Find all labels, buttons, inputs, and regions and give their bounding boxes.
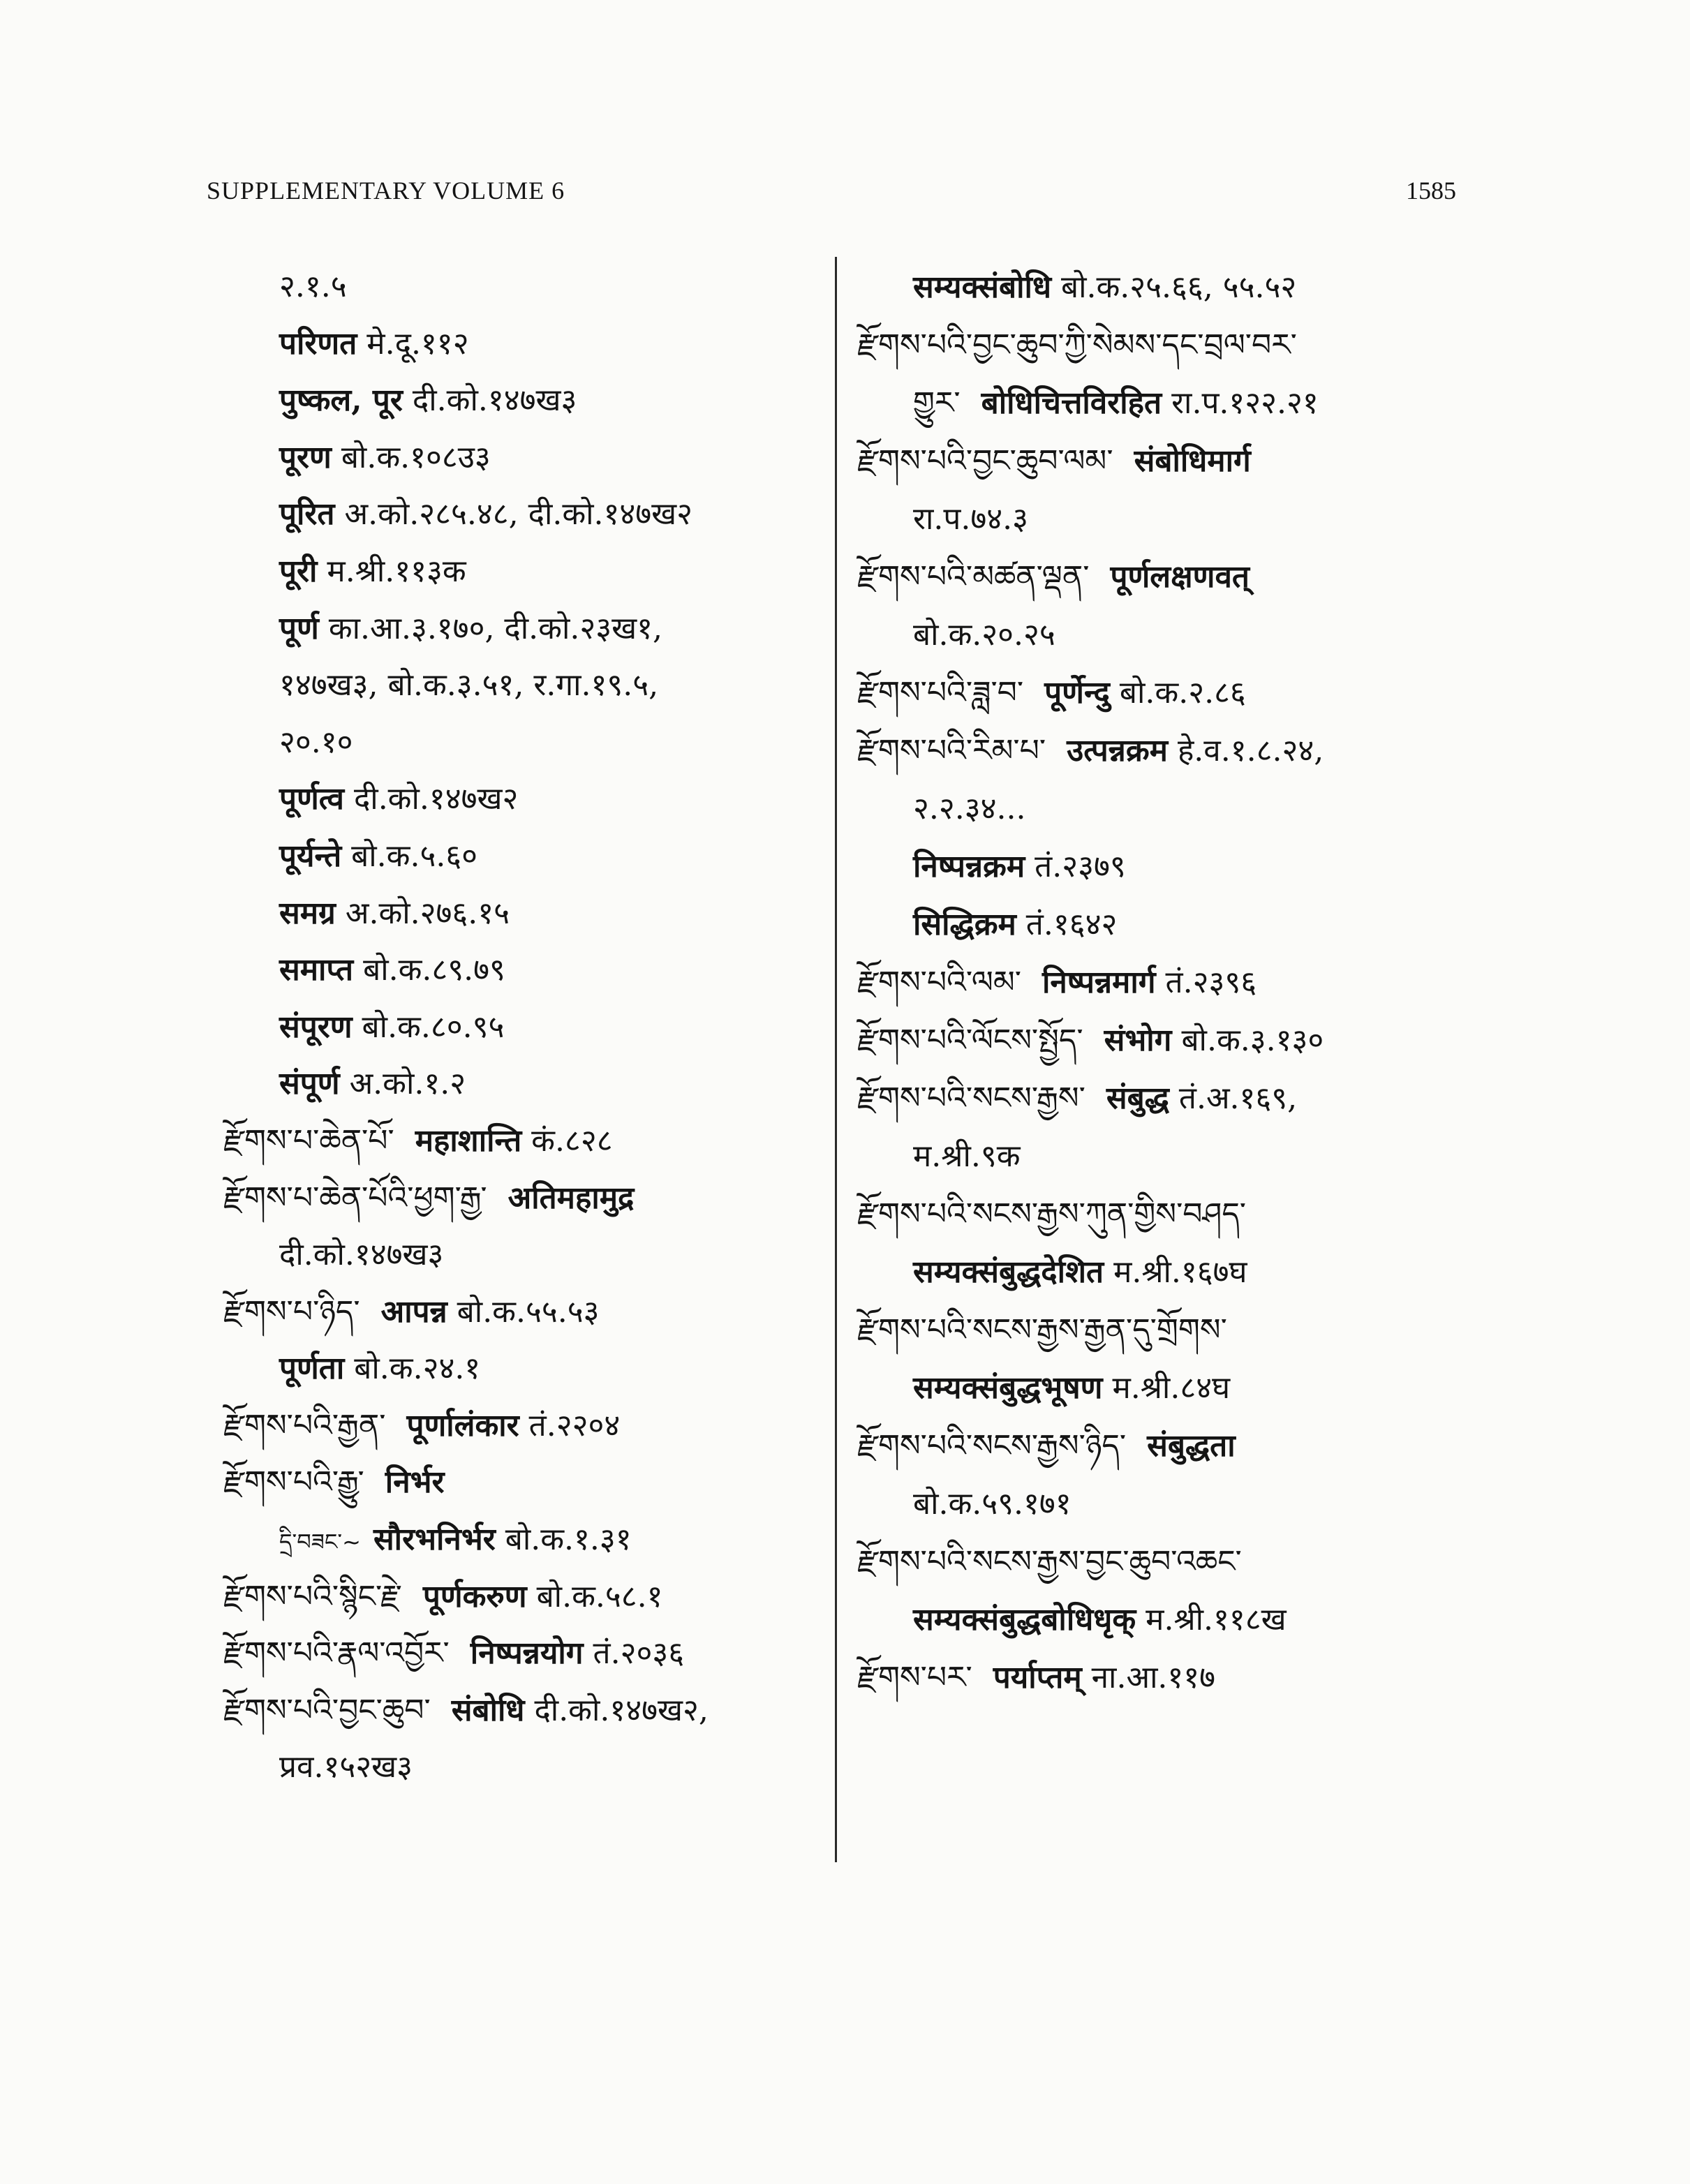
tibetan-term: རྫོགས་པར་ <box>857 1660 972 1695</box>
reference: मे.दू.११२ <box>366 325 469 362</box>
reference: म.श्री.११८ख <box>1146 1602 1287 1637</box>
tibetan-term: རྫོགས་པའི་སངས་རྒྱས་བྱང་ཆུབ་འཆང་ <box>857 1544 1242 1580</box>
reference: दी.को.१४७ख३ <box>412 382 577 419</box>
reference: बो.क.२४.१ <box>354 1351 481 1387</box>
reference: बो.क.३.१३० <box>1181 1023 1324 1058</box>
sanskrit-headword: सम्यक्संबुद्धभूषण <box>913 1370 1103 1406</box>
sanskrit-headword: पूरण <box>279 439 332 475</box>
entry-line <box>223 885 824 942</box>
sanskrit-headword: पुष्कल, पूर <box>279 382 403 419</box>
tibetan-term: རྫོགས་པའི་སངས་རྒྱས་རྒྱན་དུ་གྲོགས་ <box>857 1312 1227 1348</box>
sanskrit-headword: सौरभनिर्भर <box>373 1522 496 1558</box>
entry-line <box>857 1301 1485 1359</box>
sanskrit-headword: संबुद्ध <box>1106 1080 1169 1116</box>
entry-line <box>857 953 1485 1011</box>
reference: बो.क.२५.६६, ५५.५२ <box>1061 269 1297 305</box>
tibetan-term: རྫོགས་པའི་བྱང་ཆུབ་ཀྱི་སེམས་དང་བྲལ་བར་ <box>857 327 1297 363</box>
reference: प्रव.१५२ख३ <box>279 1749 413 1785</box>
sanskrit-headword: बोधिचित्तविरहित <box>981 385 1162 421</box>
entry-line <box>857 1649 1485 1707</box>
entry-line <box>223 1397 824 1455</box>
reference: बो.क.५.६० <box>351 838 478 874</box>
right-column <box>857 258 1485 1707</box>
sanskrit-headword: पूर्णता <box>279 1351 345 1387</box>
entry-line <box>223 372 824 429</box>
entry-line <box>223 258 824 315</box>
reference: ना.आ.११७ <box>1091 1660 1216 1695</box>
entry-line <box>857 838 1485 896</box>
sanskrit-headword: पूर्यन्ते <box>279 838 342 874</box>
tibetan-term: རྫོགས་པའི་སངས་རྒྱས་ <box>857 1080 1085 1116</box>
sanskrit-headword: पूर्णलक्षणवत् <box>1110 559 1250 595</box>
reference: बो.क.२०.२५ <box>913 617 1055 653</box>
tibetan-term: རྫོགས་པའི་མཚན་ལྡན་ <box>857 559 1090 595</box>
reference: १४७ख३, बो.क.३.५१, र.गा.१९.५, <box>279 667 659 704</box>
reference: तं.१६४२ <box>1025 907 1118 942</box>
tibetan-term: གྱུར་ <box>913 385 961 421</box>
tibetan-term: རྫོགས་པའི་ལོངས་སྤྱོད་ <box>857 1023 1083 1058</box>
entry-line <box>223 1739 824 1796</box>
entry-line <box>857 1011 1485 1069</box>
reference: बो.क.१.३१ <box>505 1522 632 1558</box>
page-header <box>207 176 1456 218</box>
entry-line <box>857 722 1485 780</box>
sanskrit-headword: निष्पन्नयोग <box>470 1635 584 1672</box>
entry-line <box>223 1682 824 1739</box>
tibetan-prefix: དྲི་བཟང་~ <box>279 1529 361 1556</box>
tibetan-term: རྫོགས་པའི་ཟླ་བ་ <box>857 675 1024 711</box>
tibetan-term: རྫོགས་པ་ཆེན་པོ་ <box>223 1122 394 1159</box>
entry-line <box>857 1417 1485 1475</box>
sanskrit-headword: सम्यक्संबुद्धदेशित <box>913 1254 1104 1290</box>
reference: दी.को.१४७ख२ <box>353 781 519 817</box>
reference: म.श्री.१६७घ <box>1113 1254 1247 1290</box>
sanskrit-headword: निष्पन्नमार्ग <box>1042 965 1156 1000</box>
sanskrit-headword: पूरी <box>279 553 318 589</box>
entry-line <box>223 1454 824 1511</box>
reference: तं.२३७९ <box>1035 849 1126 884</box>
reference: बो.क.१०८उ३ <box>341 439 491 475</box>
entry-line <box>857 1127 1485 1185</box>
entry-line <box>223 1625 824 1682</box>
reference: दी.को.१४७ख३ <box>279 1237 444 1273</box>
sanskrit-headword: पूरित <box>279 496 335 533</box>
entry-line <box>223 429 824 486</box>
sanskrit-headword: पूर्ण <box>279 610 319 646</box>
sanskrit-headword: संभोग <box>1104 1023 1172 1058</box>
column-divider <box>835 257 837 1862</box>
reference: अ.को.२७६.१५ <box>345 895 510 931</box>
entry-line <box>223 999 824 1056</box>
page-number: 1585 <box>1406 177 1456 205</box>
reference: बो.क.८०.९५ <box>362 1009 505 1045</box>
sanskrit-headword: आपन्न <box>380 1293 447 1330</box>
entry-line <box>857 1359 1485 1417</box>
reference: कं.८२८ <box>531 1122 613 1159</box>
entry-line <box>223 1113 824 1170</box>
sanskrit-headword: संपूर्ण <box>279 1066 340 1102</box>
tibetan-term: རྫོགས་པའི་རྣལ་འབྱོར་ <box>223 1635 450 1672</box>
entry-line <box>223 942 824 999</box>
reference: म.श्री.९क <box>913 1138 1021 1174</box>
tibetan-term: རྫོགས་པའི་རྒྱན་ <box>223 1407 386 1443</box>
left-column <box>223 258 824 1796</box>
entry-line <box>223 657 824 714</box>
reference: अ.को.२८५.४८, दी.को.१४७ख२ <box>344 496 693 533</box>
entry-line <box>857 1475 1485 1533</box>
entry-line <box>223 1340 824 1397</box>
entry-line <box>223 828 824 885</box>
entry-line <box>223 543 824 600</box>
sanskrit-headword: पूर्णेन्दु <box>1044 675 1110 711</box>
entry-line <box>857 1533 1485 1591</box>
sanskrit-headword: पूर्णत्व <box>279 781 344 817</box>
entry-line <box>223 600 824 658</box>
sanskrit-headword: समाप्त <box>279 952 354 988</box>
entry-line <box>857 780 1485 838</box>
entry-line <box>857 316 1485 374</box>
entry-line <box>223 1055 824 1113</box>
reference: तं.२३९६ <box>1165 965 1257 1000</box>
reference: रा.प.१२२.२१ <box>1171 385 1319 421</box>
entry-line <box>857 606 1485 664</box>
entry-line <box>857 548 1485 606</box>
tibetan-term: རྫོགས་པའི་སངས་རྒྱས་ཀུན་གྱིས་བཤད་ <box>857 1196 1247 1232</box>
sanskrit-headword: संबुद्धता <box>1147 1428 1236 1464</box>
tibetan-term: རྫོགས་པའི་བྱང་ཆུབ་ལམ་ <box>857 443 1113 479</box>
reference: तं.२०३६ <box>593 1635 685 1672</box>
entry-line <box>857 258 1485 316</box>
tibetan-term: རྫོགས་པ་ཆེན་པོའི་ཕྱག་རྒྱ་ <box>223 1180 487 1216</box>
entry-line <box>857 432 1485 490</box>
entry-line <box>223 315 824 373</box>
sanskrit-headword: सम्यक्संबुद्धबोधिधृक् <box>913 1602 1136 1637</box>
entry-line <box>223 771 824 828</box>
entry-line <box>223 1568 824 1626</box>
sanskrit-headword: पर्याप्तम् <box>993 1660 1082 1695</box>
reference: तं.अ.१६९, <box>1178 1080 1298 1116</box>
sanskrit-headword: समग्र <box>279 895 336 931</box>
reference: तं.२२०४ <box>528 1407 621 1443</box>
reference: का.आ.३.१७०, दी.को.२३ख१, <box>328 610 662 646</box>
reference: बो.क.२.८६ <box>1119 675 1246 711</box>
reference: २.१.५ <box>279 269 347 304</box>
reference: म.श्री.८४घ <box>1112 1370 1231 1406</box>
sanskrit-headword: महाशान्ति <box>415 1122 522 1159</box>
tibetan-term: རྫོགས་པའི་ལམ་ <box>857 965 1021 1000</box>
entry-line <box>223 1284 824 1341</box>
sanskrit-headword: निष्पन्नक्रम <box>913 849 1025 884</box>
sanskrit-headword: उत्पन्नक्रम <box>1067 733 1168 768</box>
sanskrit-headword: पूर्णालंकार <box>406 1407 519 1443</box>
entry-line <box>223 486 824 543</box>
tibetan-term: རྫོགས་པའི་སྙིང་རྗེ་ <box>223 1578 402 1614</box>
sanskrit-headword: निर्भर <box>385 1464 445 1501</box>
entry-line <box>223 1511 824 1568</box>
entry-line <box>857 1591 1485 1649</box>
running-title: SUPPLEMENTARY VOLUME 6 <box>207 177 565 205</box>
sanskrit-headword: पूर्णकरुण <box>422 1578 527 1614</box>
tibetan-term: རྫོགས་པའི་རྒྱུ་ <box>223 1464 364 1501</box>
sanskrit-headword: सिद्धिक्रम <box>913 907 1016 942</box>
sanskrit-headword: संबोधि <box>451 1692 525 1728</box>
entry-line <box>857 664 1485 722</box>
tibetan-term: རྫོགས་པའི་བྱང་ཆུབ་ <box>223 1692 431 1728</box>
sanskrit-headword: अतिमहामुद्र <box>507 1180 635 1216</box>
reference: बो.क.५५.५३ <box>457 1293 600 1330</box>
sanskrit-headword: परिणत <box>279 325 357 362</box>
reference: बो.क.८९.७९ <box>363 952 505 988</box>
entry-line <box>857 1069 1485 1127</box>
tibetan-term: རྫོགས་པའི་སངས་རྒྱས་ཉིད་ <box>857 1428 1127 1464</box>
sanskrit-headword: संबोधिमार्ग <box>1134 443 1251 479</box>
entry-line <box>857 1185 1485 1243</box>
sanskrit-headword: संपूरण <box>279 1009 353 1045</box>
entry-line <box>223 714 824 771</box>
entry-line <box>223 1170 824 1227</box>
reference: बो.क.५८.१ <box>536 1578 663 1614</box>
reference: २.२.३४... <box>913 791 1026 826</box>
sanskrit-headword: सम्यक्संबोधि <box>913 269 1051 305</box>
reference: २०.१० <box>279 724 353 760</box>
reference: रा.प.७४.३ <box>913 501 1028 537</box>
reference: अ.को.१.२ <box>349 1066 466 1102</box>
entry-line <box>857 1243 1485 1301</box>
entry-line <box>857 374 1485 432</box>
reference: बो.क.५९.१७१ <box>913 1486 1072 1522</box>
entry-line <box>857 490 1485 548</box>
tibetan-term: རྫོགས་པའི་རིམ་པ་ <box>857 733 1046 768</box>
reference: म.श्री.११३क <box>327 553 466 589</box>
tibetan-term: རྫོགས་པ་ཉིད་ <box>223 1293 360 1330</box>
reference: दी.को.१४७ख२, <box>534 1692 709 1728</box>
reference: हे.व.१.८.२४, <box>1177 733 1324 768</box>
entry-line <box>223 1226 824 1284</box>
entry-line <box>857 896 1485 953</box>
